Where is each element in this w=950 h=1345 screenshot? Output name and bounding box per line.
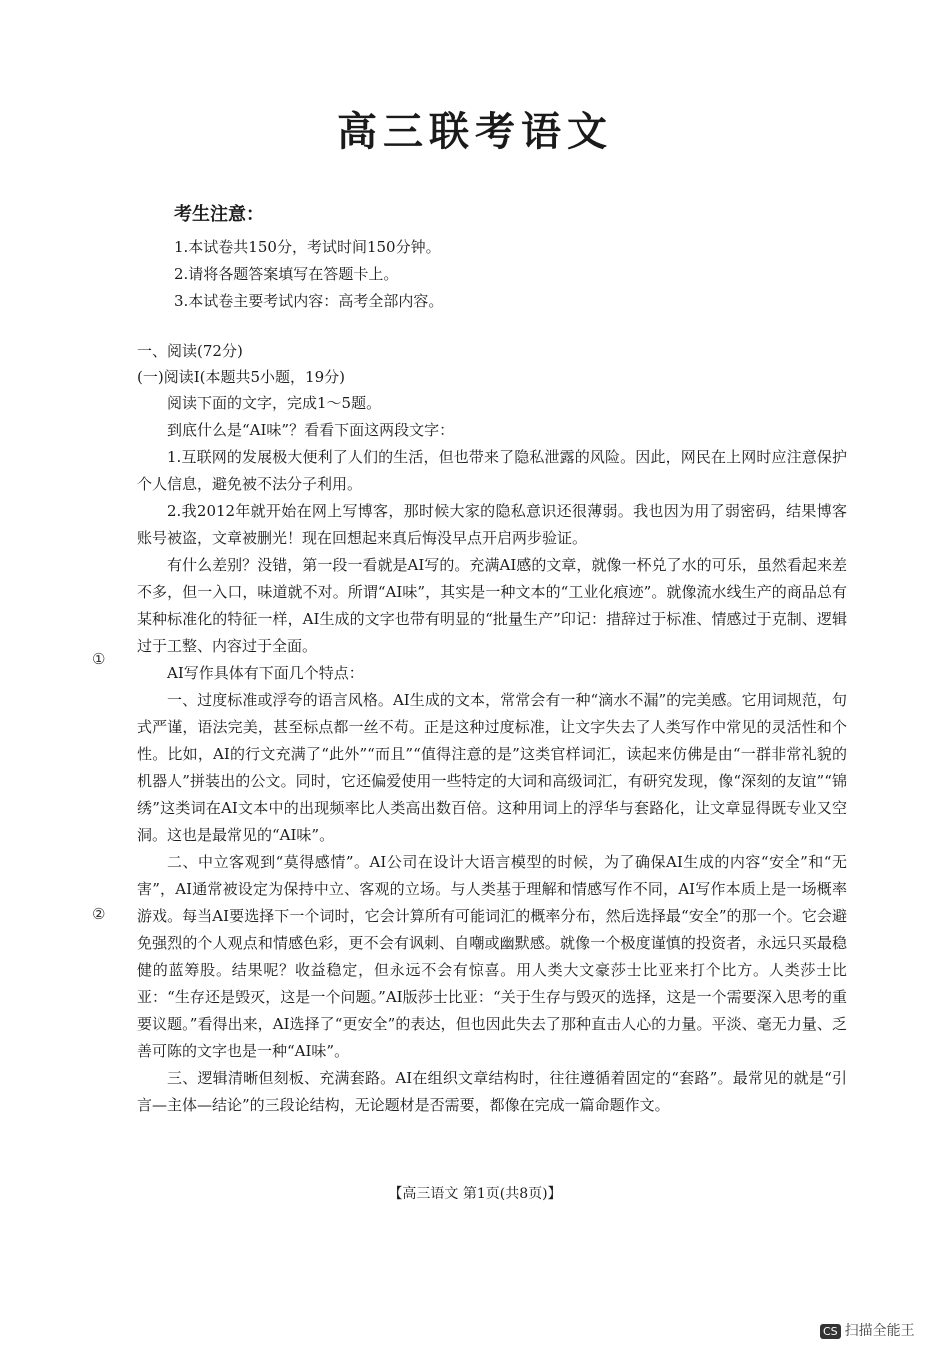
feature-paragraph: 二、中立客观到“莫得感情”。AI公司在设计大语言模型的时候，为了确保AI生成的内容“安全”和“无害”，AI通常被设定为保持中立、客观的立场。与人类基于理解和情感写作不同，AI写作本质上是一场概率游戏。每当AI要选择下一个词时，它会计算所有可能词汇的概率分布，然后选择最“安全”的那一个。它会避免强烈的个人观点和情感色彩，更不会有讽刺、自嘲或幽默感。就像一个极度谨慎的投资者，永远只买最稳健的蓝筹股。结果呢？收益稳定，但永远不会有惊喜。用人类大文豪莎士比亚来打个比方。人类莎士比亚：“生存还是毁灭，这是一个问题。”AI版莎士比亚：“关于生存与毁灭的选择，这是一个需要深入思考的重要议题。”看得出来，AI选择了“更安全”的表达，但也因此失去了那种直击人心的力量。平淡、毫无力量、乏善可陈的文字也是一种“AI味”。: [137, 853, 847, 1060]
exam-notice: [174, 200, 443, 315]
section-subheading: (一)阅读Ⅰ(本题共5小题，19分): [137, 368, 345, 386]
page-footer: 【高三语文 第1页(共8页)】: [388, 1186, 562, 1202]
feature-paragraph: 三、逻辑清晰但刻板、充满套路。AI在组织文章结构时，往往遵循着固定的“套路”。最常见的就是“引言—主体—结论”的三段论结构，无论题材是否需要，都像在完成一篇命题作文。: [137, 1069, 847, 1114]
body-paragraph: 有什么差别？没错，第一段一看就是AI写的。充满AI感的文章，就像一杯兑了水的可乐，虽然看起来差不多，但一入口，味道就不对。所谓“AI味”，其实是一种文本的“工业化痕迹”。就像流水线生产的商品总有某种标准化的特征一样，AI生成的文字也带有明显的“批量生产”印记：措辞过于标准、情感过于克制、逻辑过于工整、内容过于全面。: [137, 556, 847, 655]
body-paragraph: AI写作具体有下面几个特点：: [167, 664, 364, 682]
scanner-logo-text: 扫描全能王: [844, 1323, 915, 1339]
page-title: 高三联考语文: [337, 108, 613, 155]
section-heading: 一、阅读(72分): [137, 342, 243, 360]
margin-mark: ②: [92, 905, 106, 923]
reading-section: [137, 338, 847, 1119]
notice-item: 1.本试卷共150分，考试时间150分钟。: [174, 238, 441, 256]
example-paragraph: 2.我2012年就开始在网上写博客，那时候大家的隐私意识还很薄弱。我也因为用了弱密码，结果博客账号被盗，文章被删光！现在回想起来真后悔没早点开启两步验证。: [137, 502, 847, 547]
instruction-paragraph: 阅读下面的文字，完成1～5题。: [167, 394, 382, 412]
body-paragraph: 到底什么是“AI味”？看看下面这两段文字：: [167, 421, 455, 439]
notice-item: 3.本试卷主要考试内容：高考全部内容。: [174, 292, 444, 310]
notice-heading: 考生注意：: [174, 204, 264, 225]
notice-item: 2.请将各题答案填写在答题卡上。: [174, 265, 399, 283]
example-paragraph: 1.互联网的发展极大便利了人们的生活，但也带来了隐私泄露的风险。因此，网民在上网时应注意保护个人信息，避免被不法分子利用。: [137, 448, 847, 493]
feature-paragraph: 一、过度标准或浮夸的语言风格。AI生成的文本，常常会有一种“滴水不漏”的完美感。它用词规范，句式严谨，语法完美，甚至标点都一丝不苟。正是这种过度标准，让文字失去了人类写作中常见的灵活性和个性。比如，AI的行文充满了“此外”“而且”“值得注意的是”这类官样词汇，读起来仿佛是由“一群非常礼貌的机器人”拼装出的公文。同时，它还偏爱使用一些特定的大词和高级词汇，有研究发现，像“深刻的友谊”“锦绣”这类词在AI文本中的出现频率比人类高出数百倍。这种用词上的浮华与套路化，让文章显得既专业又空洞。这也是最常见的“AI味”。: [137, 691, 847, 844]
scanner-logo-icon: CS: [820, 1324, 841, 1339]
margin-mark: ①: [92, 650, 106, 668]
scanner-watermark: [820, 1320, 915, 1340]
